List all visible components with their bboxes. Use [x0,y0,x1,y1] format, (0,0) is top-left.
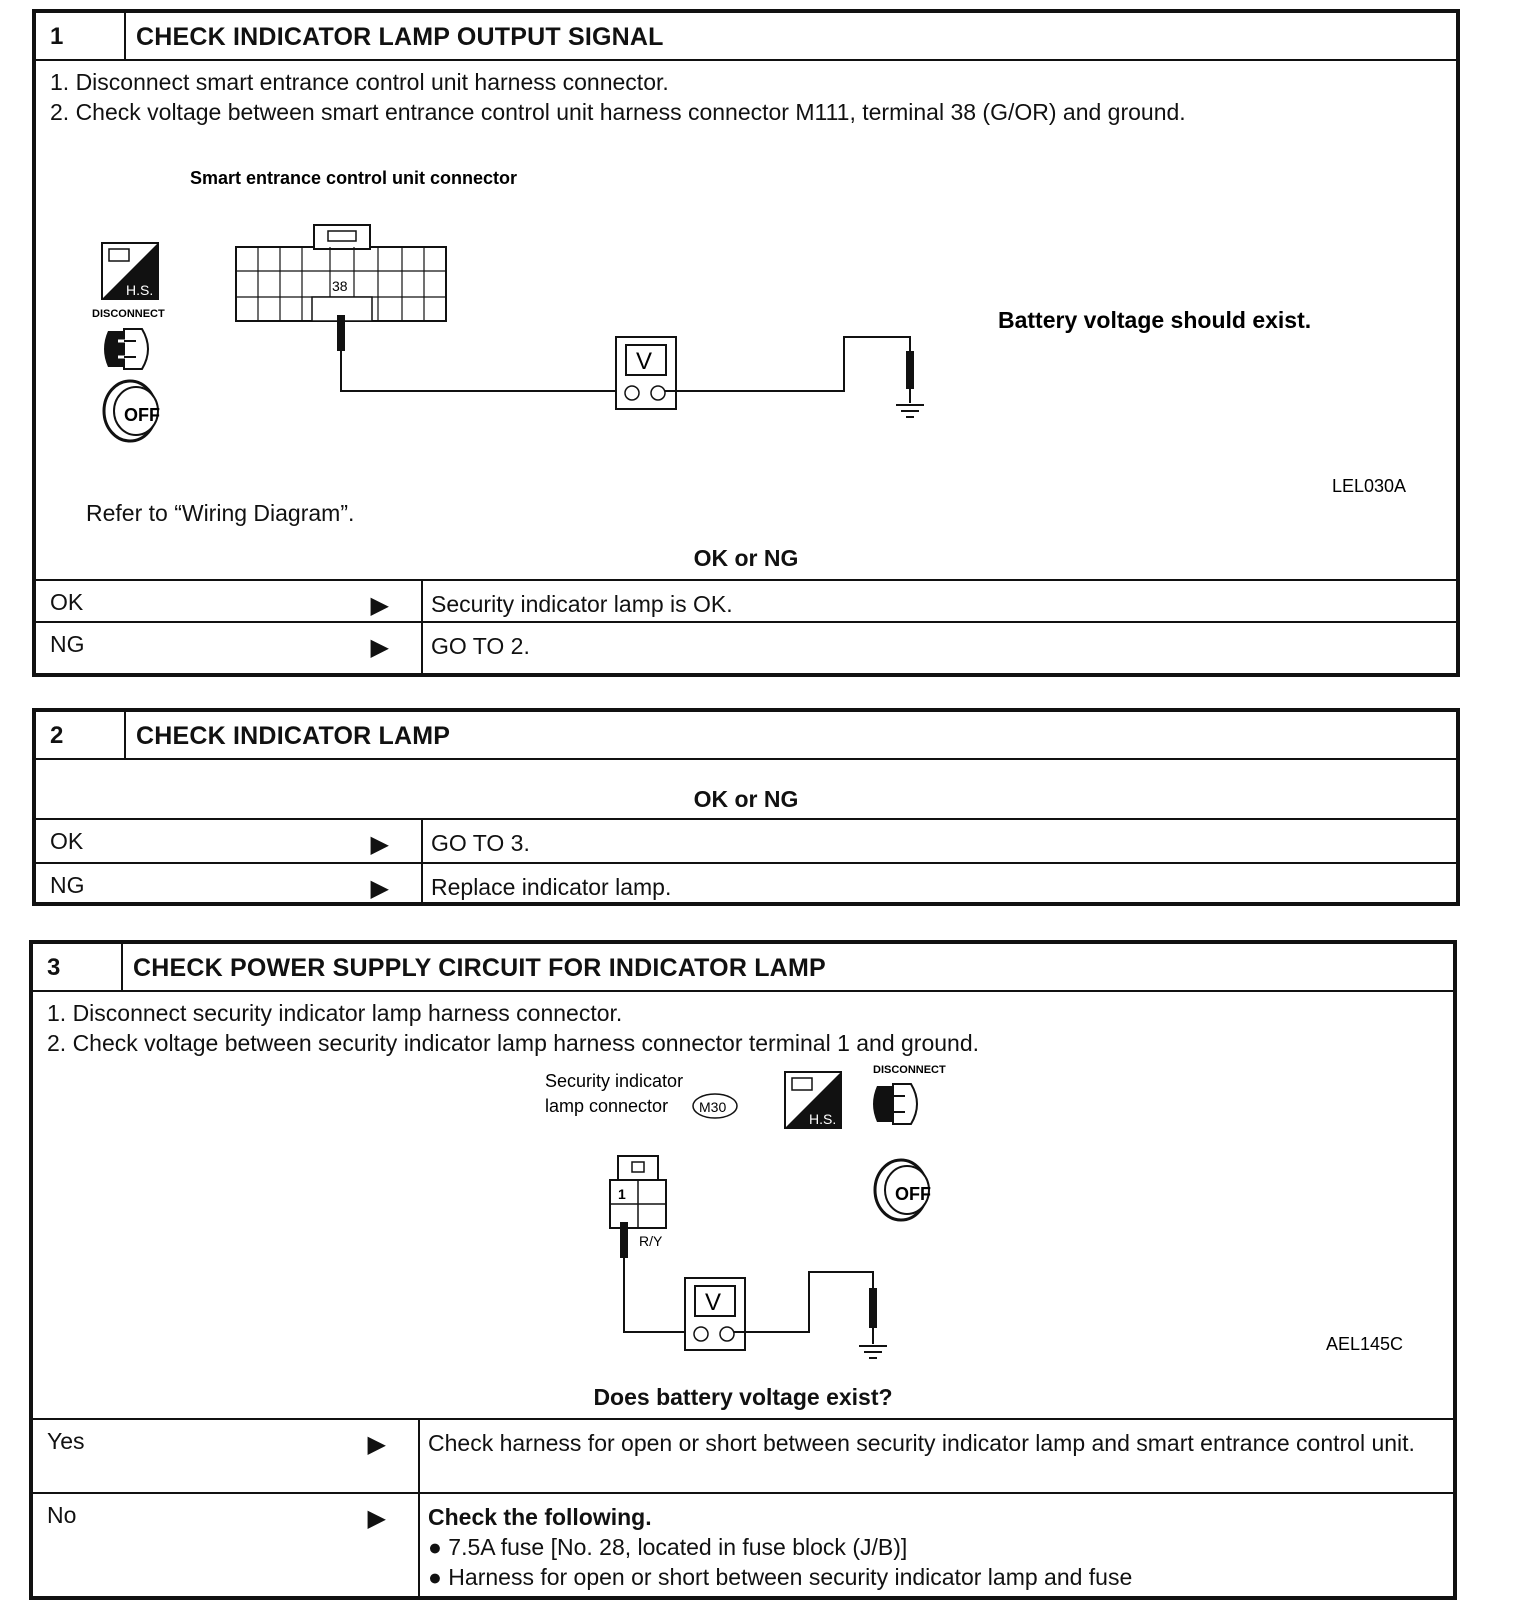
refer-note: Refer to “Wiring Diagram”. [86,500,355,526]
negative-probe [869,1288,877,1328]
off-label: OFF [124,405,160,425]
outcome-row [36,862,1456,902]
step-1-box [32,9,1460,677]
outcome-row [36,579,1456,621]
figure-code: AEL145C [1326,1334,1404,1354]
positive-probe [620,1222,628,1258]
connector-id: M30 [699,1099,727,1115]
step-title: CHECK INDICATOR LAMP OUTPUT SIGNAL [136,23,664,51]
step-2-box [32,708,1460,906]
outcome-result: NG [50,631,85,657]
wire-color-label: R/Y [639,1233,663,1249]
outcome-action: GO TO 3. [431,830,530,856]
arrow-icon: ▶ [370,875,389,902]
connector-id-badge [693,1094,737,1118]
connector-label-line2: lamp connector [545,1096,669,1116]
step-1-question: OK or NG [693,545,799,571]
negative-lead [665,337,910,391]
outcome-row [36,621,1456,673]
hs-icon [102,243,158,299]
outcome-action: Security indicator lamp is OK. [431,591,733,617]
hs-label: H.S. [809,1111,837,1127]
ignition-off-icon [875,1160,931,1220]
step-2-question: OK or NG [693,786,799,812]
step-title: CHECK INDICATOR LAMP [136,722,451,750]
step-3-box [29,940,1457,1600]
bullet-item [428,1562,1453,1592]
arrow-icon: ▶ [367,1431,386,1458]
step-3-question: Does battery voltage exist? [593,1384,893,1410]
bullet-item [428,1532,1453,1562]
bullet-text: Harness for open or short between security indicator lamp and fuse [448,1564,1133,1590]
arrow-icon: ▶ [367,1505,386,1532]
arrow-icon: ▶ [370,592,389,619]
instruction-item: 2. Check voltage between security indicator lamp harness connector terminal 1 and ground. [47,1030,980,1056]
outcome-row [33,1418,1453,1492]
voltmeter [685,1278,745,1350]
voltmeter [616,337,676,409]
connector-label: Smart entrance control unit connector [190,168,518,188]
meter-symbol: V [705,1289,722,1316]
hs-icon [785,1072,841,1128]
arrow-icon: ▶ [370,634,389,661]
outcome-action: GO TO 2. [431,633,530,659]
expected-result-note: Battery voltage should exist. [998,307,1312,333]
connector-label-line1: Security indicator [545,1071,684,1091]
outcome-result: Yes [47,1428,85,1454]
arrow-icon: ▶ [370,831,389,858]
disconnect-icon [873,1084,917,1124]
ground-symbol [896,389,924,417]
outcome-row [36,818,1456,862]
positive-lead [624,1258,693,1332]
hs-label: H.S. [126,282,154,298]
terminal-label: 38 [332,278,348,294]
outcome-action-list [420,1494,1453,1596]
meter-symbol: V [636,348,653,375]
bullet-text: 7.5A fuse [No. 28, located in fuse block (J/B)] [448,1534,908,1560]
step-3-header [33,944,1453,992]
outcome-result: No [47,1502,77,1528]
outcome-result: NG [50,872,85,898]
ground-symbol [859,1328,887,1358]
outcome-action: Replace indicator lamp. [431,874,672,900]
outcome-action: Check harness for open or short between security indicator lamp and smart entrance control unit. [428,1430,1415,1456]
negative-lead [734,1272,873,1332]
outcome-result: OK [50,589,84,615]
step-number: 2 [36,712,126,758]
negative-probe [906,351,914,389]
off-label: OFF [895,1184,931,1204]
step-number: 3 [33,944,123,990]
step-title: CHECK POWER SUPPLY CIRCUIT FOR INDICATOR LAMP [133,954,826,982]
step-number: 1 [36,13,126,59]
connector-icon [236,225,446,321]
instruction-item: 1. Disconnect smart entrance control unit harness connector. [50,69,669,95]
step-1-header [36,13,1456,61]
step-3-instructions [33,992,1453,1058]
step-1-diagram [36,125,1456,505]
connector-icon [610,1156,666,1228]
disconnect-label: DISCONNECT [873,1064,946,1076]
bullet-icon: ● [428,1564,449,1590]
positive-lead [341,351,624,391]
figure-code: LEL030A [1332,476,1407,496]
disconnect-label: DISCONNECT [92,308,165,320]
outcome-result: OK [50,828,84,854]
positive-probe [337,315,345,351]
step-3-diagram [33,1056,1453,1376]
instruction-item: 1. Disconnect security indicator lamp harness connector. [47,1000,623,1026]
action-title: Check the following. [428,1504,652,1530]
outcome-row [33,1492,1453,1596]
ignition-off-icon [104,381,160,441]
disconnect-icon [104,329,148,369]
bullet-icon: ● [428,1534,449,1560]
terminal-label: 1 [618,1186,626,1202]
step-2-header [36,712,1456,760]
step-1-instructions [36,61,1456,127]
instruction-item: 2. Check voltage between smart entrance control unit harness connector M111, terminal 38 (G/OR) and ground. [50,99,1186,125]
